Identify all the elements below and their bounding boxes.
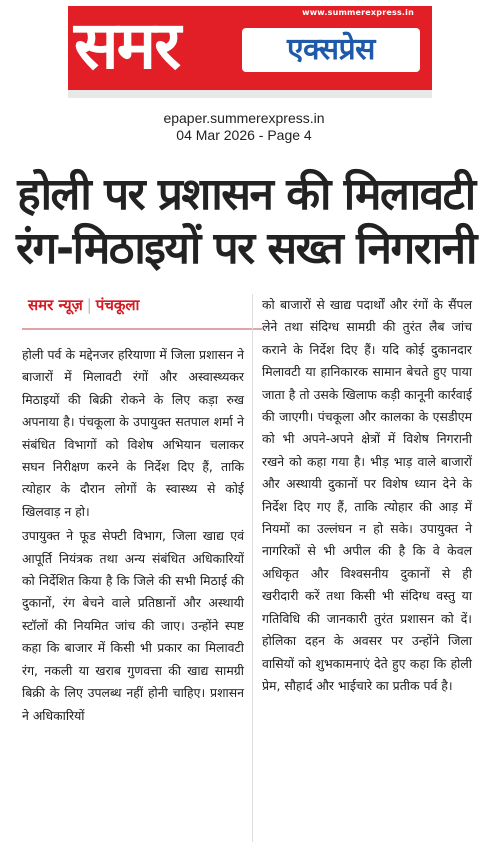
byline-rule xyxy=(22,328,262,330)
masthead-url: www.summerexpress.in xyxy=(302,8,414,17)
masthead-title-sub: एक्सप्रेस xyxy=(287,32,375,67)
masthead-subtitle-box xyxy=(242,28,420,72)
byline-agency: समर न्यूज़ xyxy=(28,296,83,314)
byline xyxy=(28,295,256,315)
paragraph: को बाजारों से खाद्य पदार्थों और रंगों के सैंपल लेने तथा संदिग्ध सामग्री की तुरंत लैब जांच कराने के निर्देश दिए हैं। यदि कोई दुकानदार मिलावटी या हानिकारक सामान बेचते हुए पाया जाता है तो उसके खिलाफ कड़ी कानूनी कार्रवाई की जाएगी। पंचकूला और कालका के एसडीएम को भी अपने-अपने क्षेत्रों में विशेष निगरानी रखने को कहा गया है। भीड़ भाड़ वाले बाजारों और अस्थायी दुकानों पर विशेष ध्यान देने के निर्देश दिए गए हैं, ताकि त्योहार की आड़ में नियमों का उल्लंघन न हो सके। उपायुक्त ने नागरिकों से भी अपील की है कि वे केवल अधिकृत और विश्वसनीय दुकानों से ही खरीदारी करें तथा किसी भी संदिग्ध वस्तु या गतिविधि की जानकारी तुरंत प्रशासन को दें। होलिका दहन के अवसर पर उन्होंने जिला वासियों को शुभकामनाएं देते हुए कहा कि होली प्रेम, सौहार्द और भाईचारे का प्रतीक पर्व है। xyxy=(262,297,472,693)
byline-place: पंचकूला xyxy=(95,296,140,314)
article-column-right xyxy=(262,294,472,699)
paragraph: होली पर्व के मद्देनजर हरियाणा में जिला प्रशासन ने बाजारों में मिलावटी रंगों और अस्वास्थ्यकर मिठाइयों की बिक्री रोकने के लिए कड़ा रुख अपनाया है। पंचकूला के उपायुक्त सतपाल शर्मा ने संबंधित विभागों को विशेष अभियान चलाकर सघन निरीक्षण करने के निर्देश दिए हैं, ताकि त्योहार के दौरान लोगों के स्वास्थ्य से कोई खिलवाड़ न हो। xyxy=(22,347,244,519)
source-url: epaper.summerexpress.in xyxy=(163,110,325,126)
article-headline: होली पर प्रशासन की मिलावटी रंग-मिठाइयों पर सख्त निगरानी xyxy=(16,169,476,274)
masthead xyxy=(68,6,432,100)
paragraph: उपायुक्त ने फूड सेफ्टी विभाग, जिला खाद्य एवं आपूर्ति नियंत्रक तथा अन्य संबंधित अधिकारियों को निर्देशित किया है कि जिले की सभी मिठाई की दुकानों, रंग बेचने वाले प्रतिष्ठानों और अस्थायी स्टॉलों की नियमित जांच की जाए। उन्होंने स्पष्ट कहा कि बाजार में किसी भी प्रकार का मिलावटी रंग, नकली या खराब गुणवत्ता की खाद्य सामग्री बिक्री के लिए उपलब्ध नहीं होनी चाहिए। प्रशासन ने अधिकारियों xyxy=(22,528,244,723)
masthead-title-main: समर xyxy=(74,7,180,84)
source-date: 04 Mar 2026 - Page 4 xyxy=(176,127,312,143)
byline-separator: | xyxy=(86,296,92,314)
column-divider xyxy=(252,294,253,842)
masthead-shadow xyxy=(68,90,432,98)
article-column-left xyxy=(22,344,244,729)
masthead-banner xyxy=(68,6,432,90)
